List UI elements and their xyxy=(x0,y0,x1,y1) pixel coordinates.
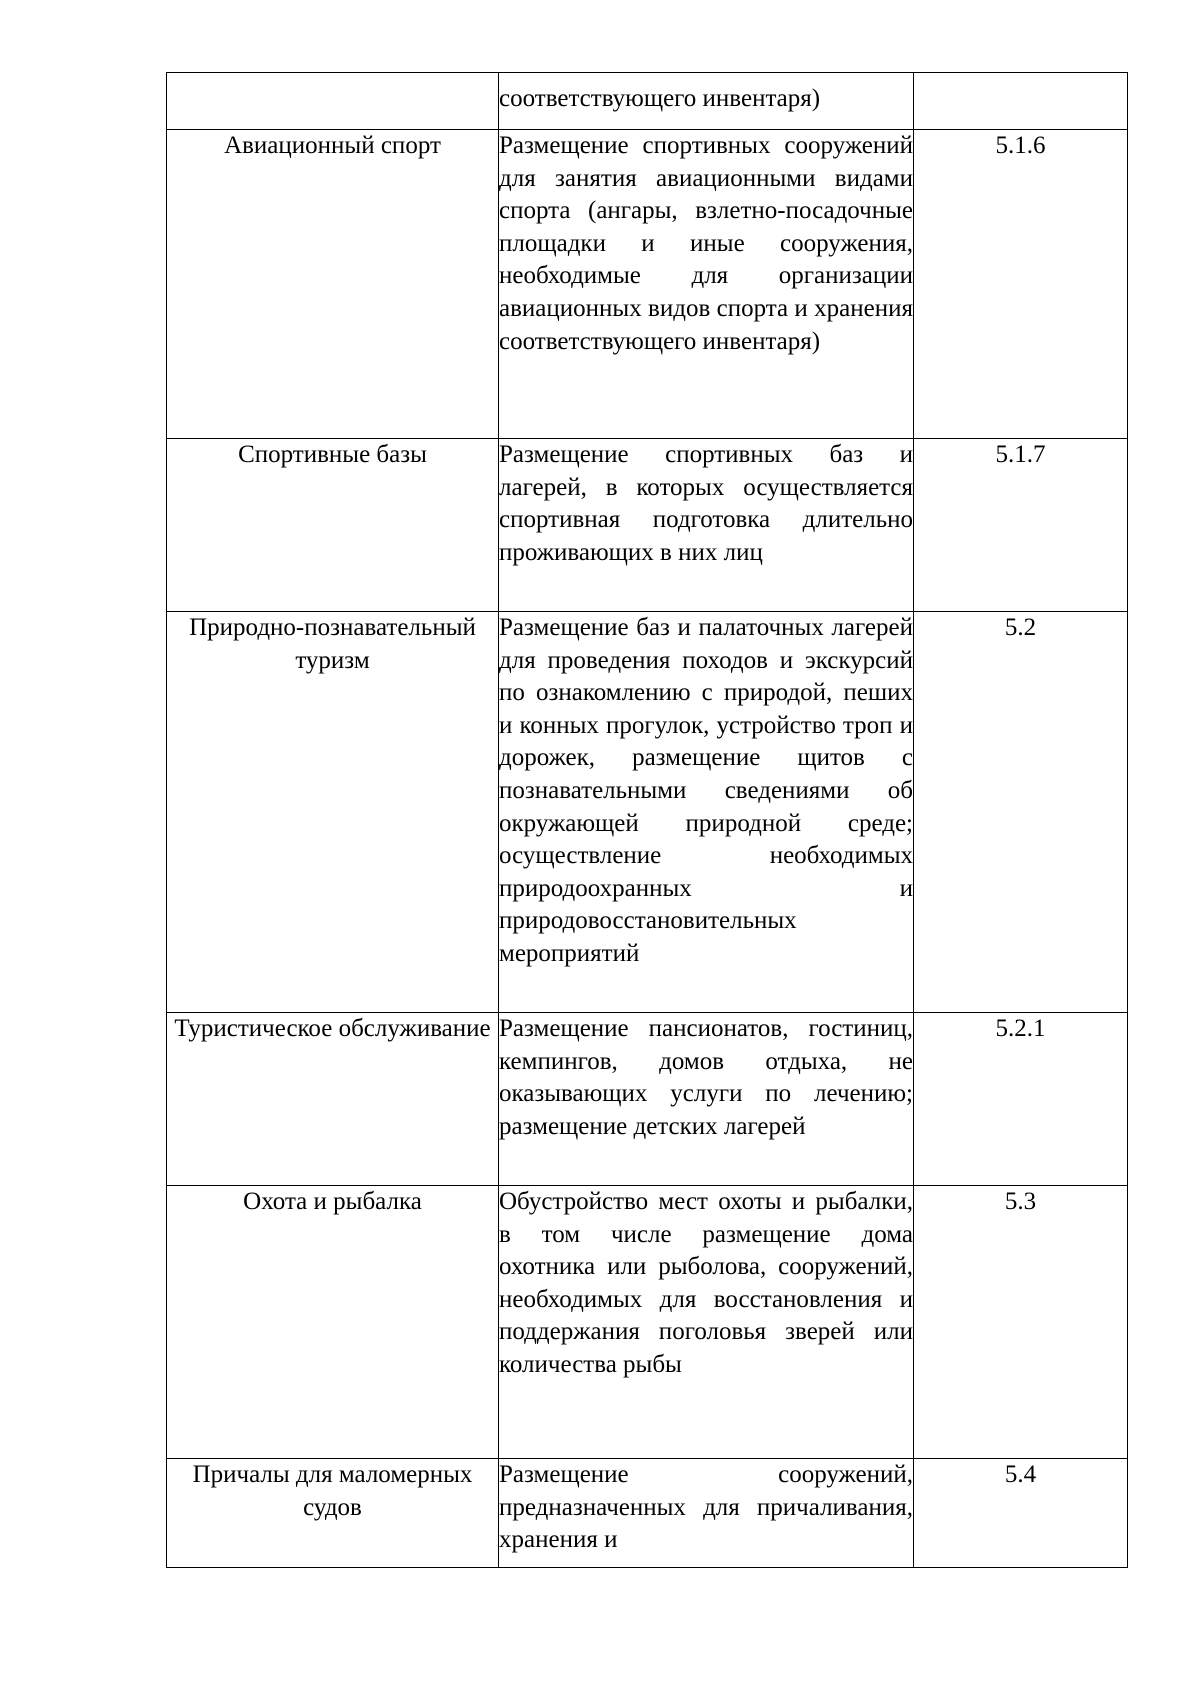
use-name-cell xyxy=(167,439,499,612)
use-description: Размещение баз и палаточных лагерей для проведения походов и экскурсий по ознакомлению с природой, пеших и конных прогулок, устройство троп и дорожек, размещение щитов с познавательными сведениями об окружающей природной среде; осуществление необходимых природоохранных и природовосстановительных мероприятий xyxy=(499,614,913,967)
use-name-cell xyxy=(167,73,499,130)
use-code: 5.4 xyxy=(1004,1461,1037,1488)
use-code-cell xyxy=(914,612,1128,1013)
use-name: Спортивные базы xyxy=(238,441,427,468)
table-row xyxy=(167,1013,1128,1186)
use-description-cell xyxy=(499,73,914,130)
use-name: Авиационный спорт xyxy=(224,132,441,159)
table-row xyxy=(167,1186,1128,1459)
use-name-cell xyxy=(167,130,499,439)
use-description: Размещение спортивных баз и лагерей, в которых осуществляется спортивная подготовка длительно проживающих в них лиц xyxy=(499,441,913,566)
land-use-table xyxy=(166,72,1128,1568)
use-name-cell xyxy=(167,1186,499,1459)
use-name-cell xyxy=(167,1013,499,1186)
use-description-cell xyxy=(499,439,914,612)
table-row xyxy=(167,612,1128,1013)
use-description: Размещение сооружений, предназначенных для причаливания, хранения и xyxy=(499,1461,913,1554)
use-code: 5.1.7 xyxy=(995,441,1046,468)
use-description-cell xyxy=(499,612,914,1013)
table-row xyxy=(167,1459,1128,1568)
use-name: Туристическое обслуживание xyxy=(174,1015,491,1042)
use-code-cell xyxy=(914,73,1128,130)
use-code-cell xyxy=(914,439,1128,612)
use-name-cell xyxy=(167,1459,499,1568)
use-description: соответствующего инвентаря) xyxy=(499,85,821,112)
use-code-cell xyxy=(914,130,1128,439)
use-description-cell xyxy=(499,130,914,439)
use-name: Охота и рыбалка xyxy=(243,1188,422,1215)
use-code-cell xyxy=(914,1186,1128,1459)
use-name: Причалы для маломерных судов xyxy=(192,1461,473,1521)
use-description-cell xyxy=(499,1459,914,1568)
use-code-cell xyxy=(914,1013,1128,1186)
use-code: 5.1.6 xyxy=(995,132,1046,159)
use-name: Природно-познавательный туризм xyxy=(189,614,476,674)
use-code-cell xyxy=(914,1459,1128,1568)
use-name-cell xyxy=(167,612,499,1013)
use-description-cell xyxy=(499,1186,914,1459)
use-description: Размещение спортивных сооружений для занятия авиационными видами спорта (ангары, взлетно-посадочные площадки и иные сооружения, необходимые для организации авиационных видов спорта и хранения соответствующего инвентаря) xyxy=(499,132,913,355)
table-row xyxy=(167,130,1128,439)
table-row xyxy=(167,73,1128,130)
use-description: Размещение пансионатов, гостиниц, кемпингов, домов отдыха, не оказывающих услуги по лечению; размещение детских лагерей xyxy=(499,1015,913,1140)
use-code: 5.2 xyxy=(1004,614,1037,641)
use-description: Обустройство мест охоты и рыбалки, в том числе размещение дома охотника или рыболова, сооружений, необходимых для восстановления и поддержания поголовья зверей или количества рыбы xyxy=(499,1188,913,1378)
use-code: 5.2.1 xyxy=(995,1015,1046,1042)
use-description-cell xyxy=(499,1013,914,1186)
use-code: 5.3 xyxy=(1004,1188,1037,1215)
table-row xyxy=(167,439,1128,612)
